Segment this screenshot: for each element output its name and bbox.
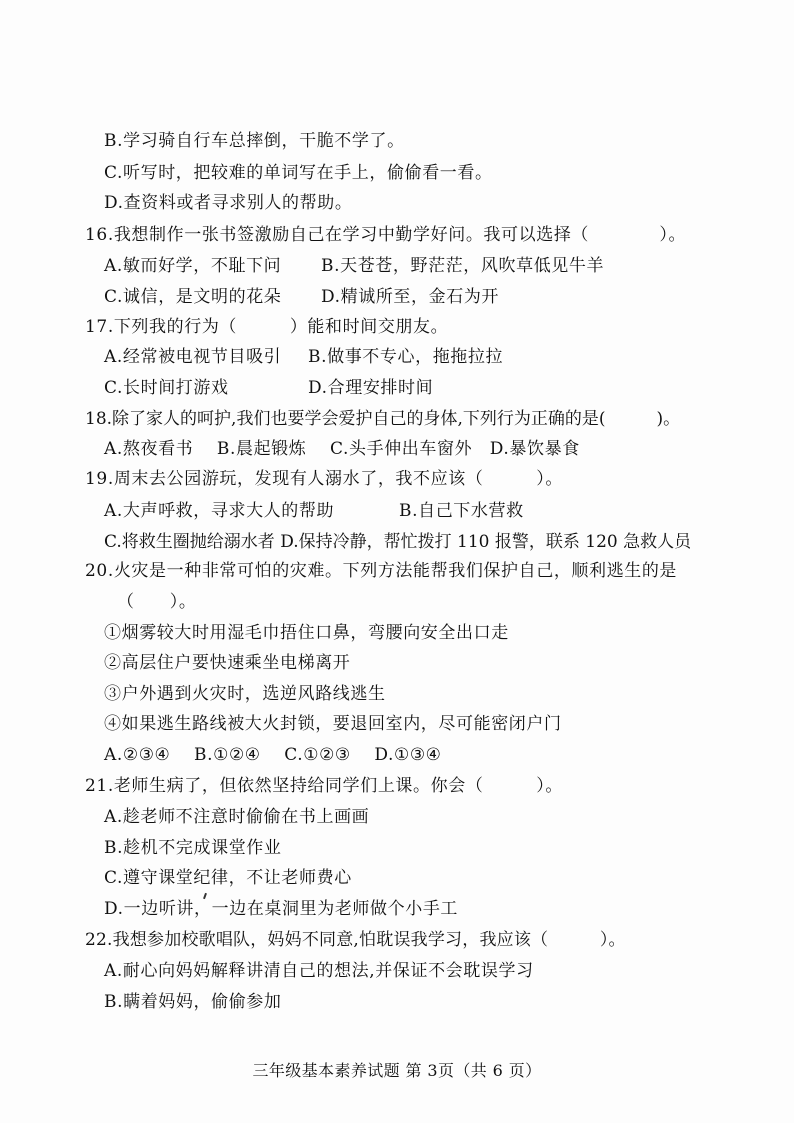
option-b-prev: B.学习骑自行车总摔倒，干脆不学了。 — [104, 131, 405, 151]
q16-option-c: C.诚信，是文明的花朵 — [104, 287, 282, 307]
question-16: 16.我想制作一张书签激励自己在学习中勤学好问。我可以选择（ ）。 — [85, 225, 687, 245]
question-20: 20.火灾是一种非常可怕的灾难。下列方法能帮我们保护自己，顺利逃生的是 — [85, 561, 678, 581]
q19-option-a: A.大声呼救，寻求大人的帮助 — [104, 501, 335, 521]
q17-option-a: A.经常被电视节目吸引 — [104, 347, 282, 367]
q21-option-c: C.遵守课堂纪律，不让老师费心 — [104, 868, 352, 888]
q17-option-b: B.做事不专心，拖拖拉拉 — [308, 347, 504, 367]
option-d-prev: D.查资料或者寻求别人的帮助。 — [104, 193, 353, 213]
q16-option-b: B.天苍苍，野茫茫，风吹草低见牛羊 — [321, 256, 605, 276]
q21-option-b: B.趁机不完成课堂作业 — [104, 838, 282, 858]
q17-option-c: C.长时间打游戏 — [104, 378, 229, 398]
q18-options: A.熬夜看书 B.晨起锻炼 C.头手伸出车窗外 D.暴饮暴食 — [104, 439, 580, 459]
q20-blank: （ ）。 — [117, 592, 197, 612]
question-18: 18.除了家人的呵护,我们也要学会爱护自己的身体,下列行为正确的是( )。 — [85, 409, 681, 429]
question-17: 17.下列我的行为（ ）能和时间交朋友。 — [85, 317, 449, 337]
question-21: 21.老师生病了，但依然坚持给同学们上课。你会（ ）。 — [85, 776, 563, 796]
question-22: 22.我想参加校歌唱队，妈妈不同意,怕耽误我学习，我应该（ ）。 — [85, 930, 626, 950]
q20-options: A.②③④ B.①②④ C.①②③ D.①③④ — [104, 745, 442, 765]
q20-item-3: ③户外遇到火灾时，选逆风路线逃生 — [104, 684, 386, 704]
q16-option-d: D.精诚所至，金石为开 — [321, 287, 500, 307]
q21-option-d: D.一边听讲，一边在桌洞里为老师做个小手工 — [104, 899, 459, 919]
q17-option-d: D.合理安排时间 — [308, 378, 434, 398]
q20-item-2: ②高层住户要快速乘坐电梯离开 — [104, 653, 351, 673]
page-footer: 三年级基本素养试题 第 3页（共 6 页） — [252, 1061, 542, 1080]
q20-item-1: ①烟雾较大时用湿毛巾捂住口鼻，弯腰向安全出口走 — [104, 623, 509, 643]
q19-options-cd: C.将救生圈抛给溺水者 D.保持冷静，帮忙拨打 110 报警，联系 120 急救人员 — [104, 532, 692, 552]
q22-option-b: B.瞒着妈妈，偷偷参加 — [104, 992, 282, 1012]
q21-option-a: A.趁老师不注意时偷偷在书上画画 — [104, 807, 370, 827]
q16-option-a: A.敏而好学，不耻下问 — [104, 256, 282, 276]
q19-option-b: B.自己下水营救 — [399, 501, 524, 521]
option-c-prev: C.听写时，把较难的单词写在手上，偷偷看一看。 — [104, 163, 493, 183]
q22-option-a: A.耐心向妈妈解释讲清自己的想法,并保证不会耽误学习 — [104, 961, 534, 981]
question-19: 19.周末去公园游玩，发现有人溺水了，我不应该（ ）。 — [85, 469, 563, 489]
q20-item-4: ④如果逃生路线被大火封锁，要退回室内，尽可能密闭户门 — [104, 714, 562, 734]
